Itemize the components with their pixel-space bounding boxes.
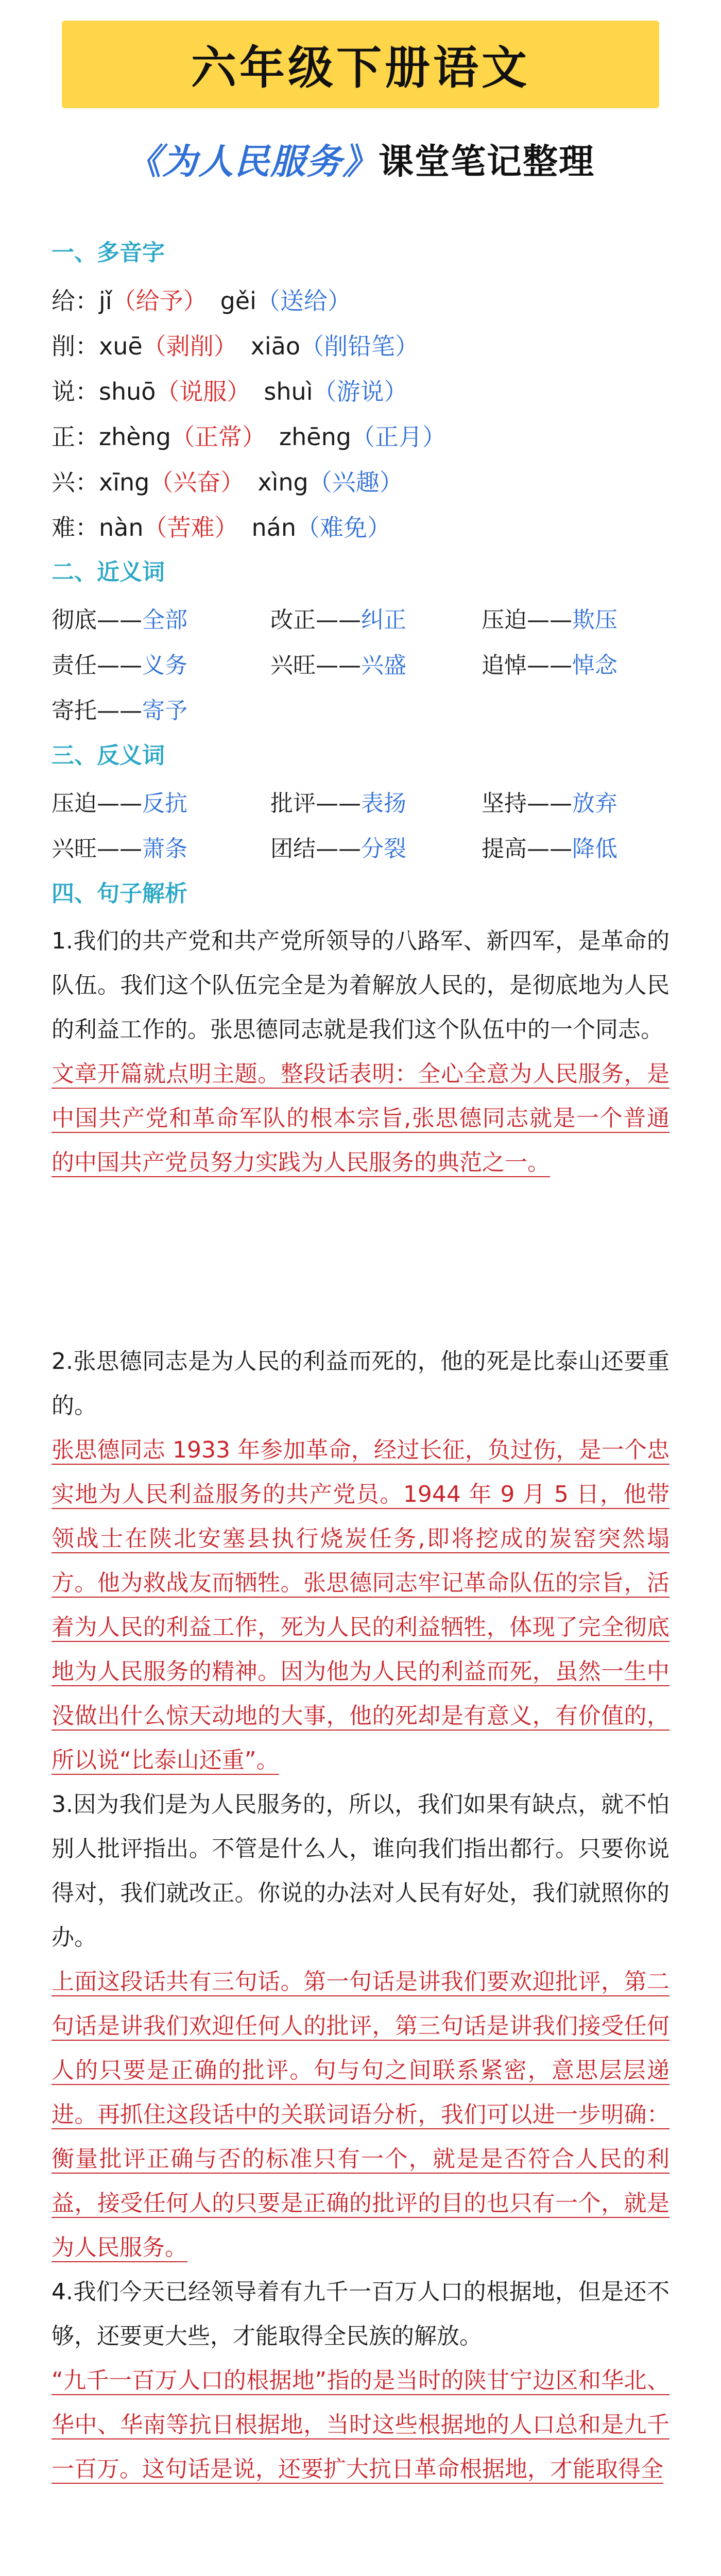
section-heading-fanyici: 三、反义词 [52,742,165,769]
fanyici-word: 提高—— [482,836,572,862]
duoyinzi-w1: （给予） [112,287,207,315]
duoyinzi-item [52,324,670,369]
jinyici-pair [270,643,482,688]
blank-space [52,2492,670,2576]
jinyici-match: 欺压 [572,607,617,633]
jinyici-match: 全部 [142,607,187,633]
duoyinzi-p1: nàn [99,514,144,541]
jinyici-pair [52,688,270,734]
jinyici-pair [270,598,482,643]
jinyici-row [52,688,670,734]
section-heading-jinyici: 二、近义词 [52,559,165,585]
jinyici-match: 寄予 [142,698,187,724]
analysis-3: 上面这段话共有三句话。第一句话是讲我们要欢迎批评，第二句话是讲我们欢迎任何人的批评，第三句话是讲我们接受任何人的只要是正确的批评。句与句之间联系紧密，意思层层递进。再抓住这段话中的关联词语分析，我们可以进一步明确：衡量批评正确与否的标准只有一个，就是是否符合人民的利益，接受任何人的只要是正确的批评的目的也只有一个，就是为人民服务。 [52,1969,670,2261]
jinyici-match: 兴盛 [361,652,406,679]
duoyinzi-w2: （削铅笔） [300,332,419,360]
duoyinzi-w1: （兴奋） [149,468,245,496]
jinyici-word: 压迫—— [482,607,572,633]
duoyinzi-w2: （兴趣） [308,468,403,496]
jinyici-word: 改正—— [270,607,361,633]
section-heading-duoyinzi: 一、多音字 [52,240,165,266]
fanyici-match: 萧条 [142,836,187,862]
jinyici-pair [482,598,670,643]
jinyici-match: 义务 [142,652,187,679]
duoyinzi-c: 兴： [52,468,99,496]
duoyinzi-p1: shuō [99,378,156,405]
analysis-4-part-1: “九千一百万人口的根据地”指的是当时的陕甘宁边区和华北、华中、华南等抗日根据地，当时这些根据地的人口总和是九千一百万。这句话是说，还要扩大抗日革命根据地，才能取得全 [52,2367,670,2482]
duoyinzi-w1: （正常） [170,423,266,451]
duoyinzi-w1: （苦难） [143,514,238,541]
duoyinzi-item [52,460,670,505]
duoyinzi-w2: （送给） [256,287,351,315]
sentence-2: 2.张思德同志是为人民的利益而死的，他的死是比泰山还要重的。 [52,1348,670,1419]
duoyinzi-p1: zhèng [99,423,171,451]
sentence-3: 3.因为我们是为人民服务的，所以，我们如果有缺点，就不怕别人批评指出。不管是什么人，谁向我们指出都行。只要你说得对，我们就改正。你说的办法对人民有好处，我们就照你的办。 [52,1791,670,1951]
duoyinzi-item [52,414,670,460]
notes-content [52,227,670,2576]
jinyici-word: 追悼—— [482,652,572,679]
fanyici-match: 反抗 [142,790,187,817]
duoyinzi-p2: xiāo [250,332,301,360]
duoyinzi-p2: xìng [258,468,308,496]
fanyici-pair [52,826,270,872]
fanyici-pair [482,826,670,872]
lesson-subtitle [0,134,721,184]
fanyici-pair [482,781,670,826]
fanyici-pair [270,781,482,826]
duoyinzi-p2: gěi [220,287,256,315]
duoyinzi-w1: （剥削） [142,332,237,360]
jinyici-match: 悼念 [572,652,617,679]
duoyinzi-c: 说： [52,378,99,405]
jinyici-list [52,598,670,734]
fanyici-word: 团结—— [270,836,361,862]
duoyinzi-p2: shuì [264,378,313,405]
analysis-1: 文章开篇就点明主题。整段话表明：全心全意为人民服务，是中国共产党和革命军队的根本宗旨,张思德同志就是一个普通的中国共产党员努力实践为人民服务的典范之一。 [52,1061,670,1176]
duoyinzi-p1: xuē [99,332,143,360]
jinyici-word: 兴旺—— [270,652,361,679]
duoyinzi-c: 难： [52,514,99,541]
jinyici-match: 纠正 [361,607,406,633]
fanyici-pair [52,781,270,826]
subtitle-book-title: 为人民服务 [162,142,342,182]
jinyici-row [52,643,670,688]
fanyici-pair [270,826,482,872]
fanyici-match: 放弃 [572,790,617,817]
duoyinzi-c: 给： [52,287,99,315]
duoyinzi-w2: （难免） [296,514,391,541]
blank-space [52,1185,670,1340]
jinyici-pair [482,643,670,688]
duoyinzi-p1: jǐ [99,287,112,315]
duoyinzi-w2: （游说） [313,378,408,405]
subtitle-rest: 课堂笔记整理 [379,142,595,182]
fanyici-list [52,781,670,872]
fanyici-match: 表扬 [361,790,406,817]
jinyici-word: 彻底—— [52,607,142,633]
fanyici-match: 分裂 [361,836,406,862]
fanyici-row [52,826,670,872]
duoyinzi-w2: （正月） [351,423,446,451]
duoyinzi-item [52,505,670,550]
section-heading-jiexi: 四、句子解析 [52,880,187,907]
subtitle-open-quote: 《 [126,142,162,182]
page-title: 六年级下册语文 [191,41,530,94]
jinyici-word: 责任—— [52,652,142,679]
duoyinzi-p2: zhēng [279,423,351,451]
duoyinzi-item [52,369,670,414]
jinyici-pair [52,643,270,688]
title-banner [62,21,659,108]
fanyici-word: 批评—— [270,790,361,817]
fanyici-word: 坚持—— [482,790,572,817]
jinyici-word: 寄托—— [52,698,142,724]
fanyici-row [52,781,670,826]
sentence-1: 1.我们的共产党和共产党所领导的八路军、新四军，是革命的队伍。我们这个队伍完全是为着解放人民的，是彻底地为人民的利益工作的。张思德同志就是我们这个队伍中的一个同志。 [52,928,670,1043]
jinyici-row [52,598,670,643]
sentence-4: 4.我们今天已经领导着有九千一百万人口的根据地，但是还不够，还要更大些，才能取得全民族的解放。 [52,2279,670,2349]
fanyici-word: 兴旺—— [52,836,142,862]
duoyinzi-p2: nán [251,514,296,541]
analysis-2: 张思德同志 1933 年参加革命，经过长征，负过伤，是一个忠实地为人民利益服务的共产党员。1944 年 9 月 5 日，他带领战士在陕北安塞县执行烧炭任务,即将挖成的炭窑突然塌方。他为救战友而牺牲。张思德同志牢记革命队伍的宗旨，活着为人民的利益工作，死为人民的利益牺牲，体现了完全彻底地为人民服务的精神。因为他为人民的利益而死，虽然一生中没做出什么惊天动地的大事，他的死却是有意义，有价值的，所以说“比泰山还重”。 [52,1437,670,1773]
subtitle-close-quote: 》 [342,142,379,182]
jinyici-pair [52,598,270,643]
fanyici-word: 压迫—— [52,790,142,817]
duoyinzi-c: 正： [52,423,99,451]
duoyinzi-w1: （说服） [156,378,251,405]
duoyinzi-item [52,278,670,324]
fanyici-match: 降低 [572,836,617,862]
duoyinzi-c: 削： [52,332,99,360]
duoyinzi-list [52,278,670,550]
duoyinzi-p1: xīng [99,468,150,496]
